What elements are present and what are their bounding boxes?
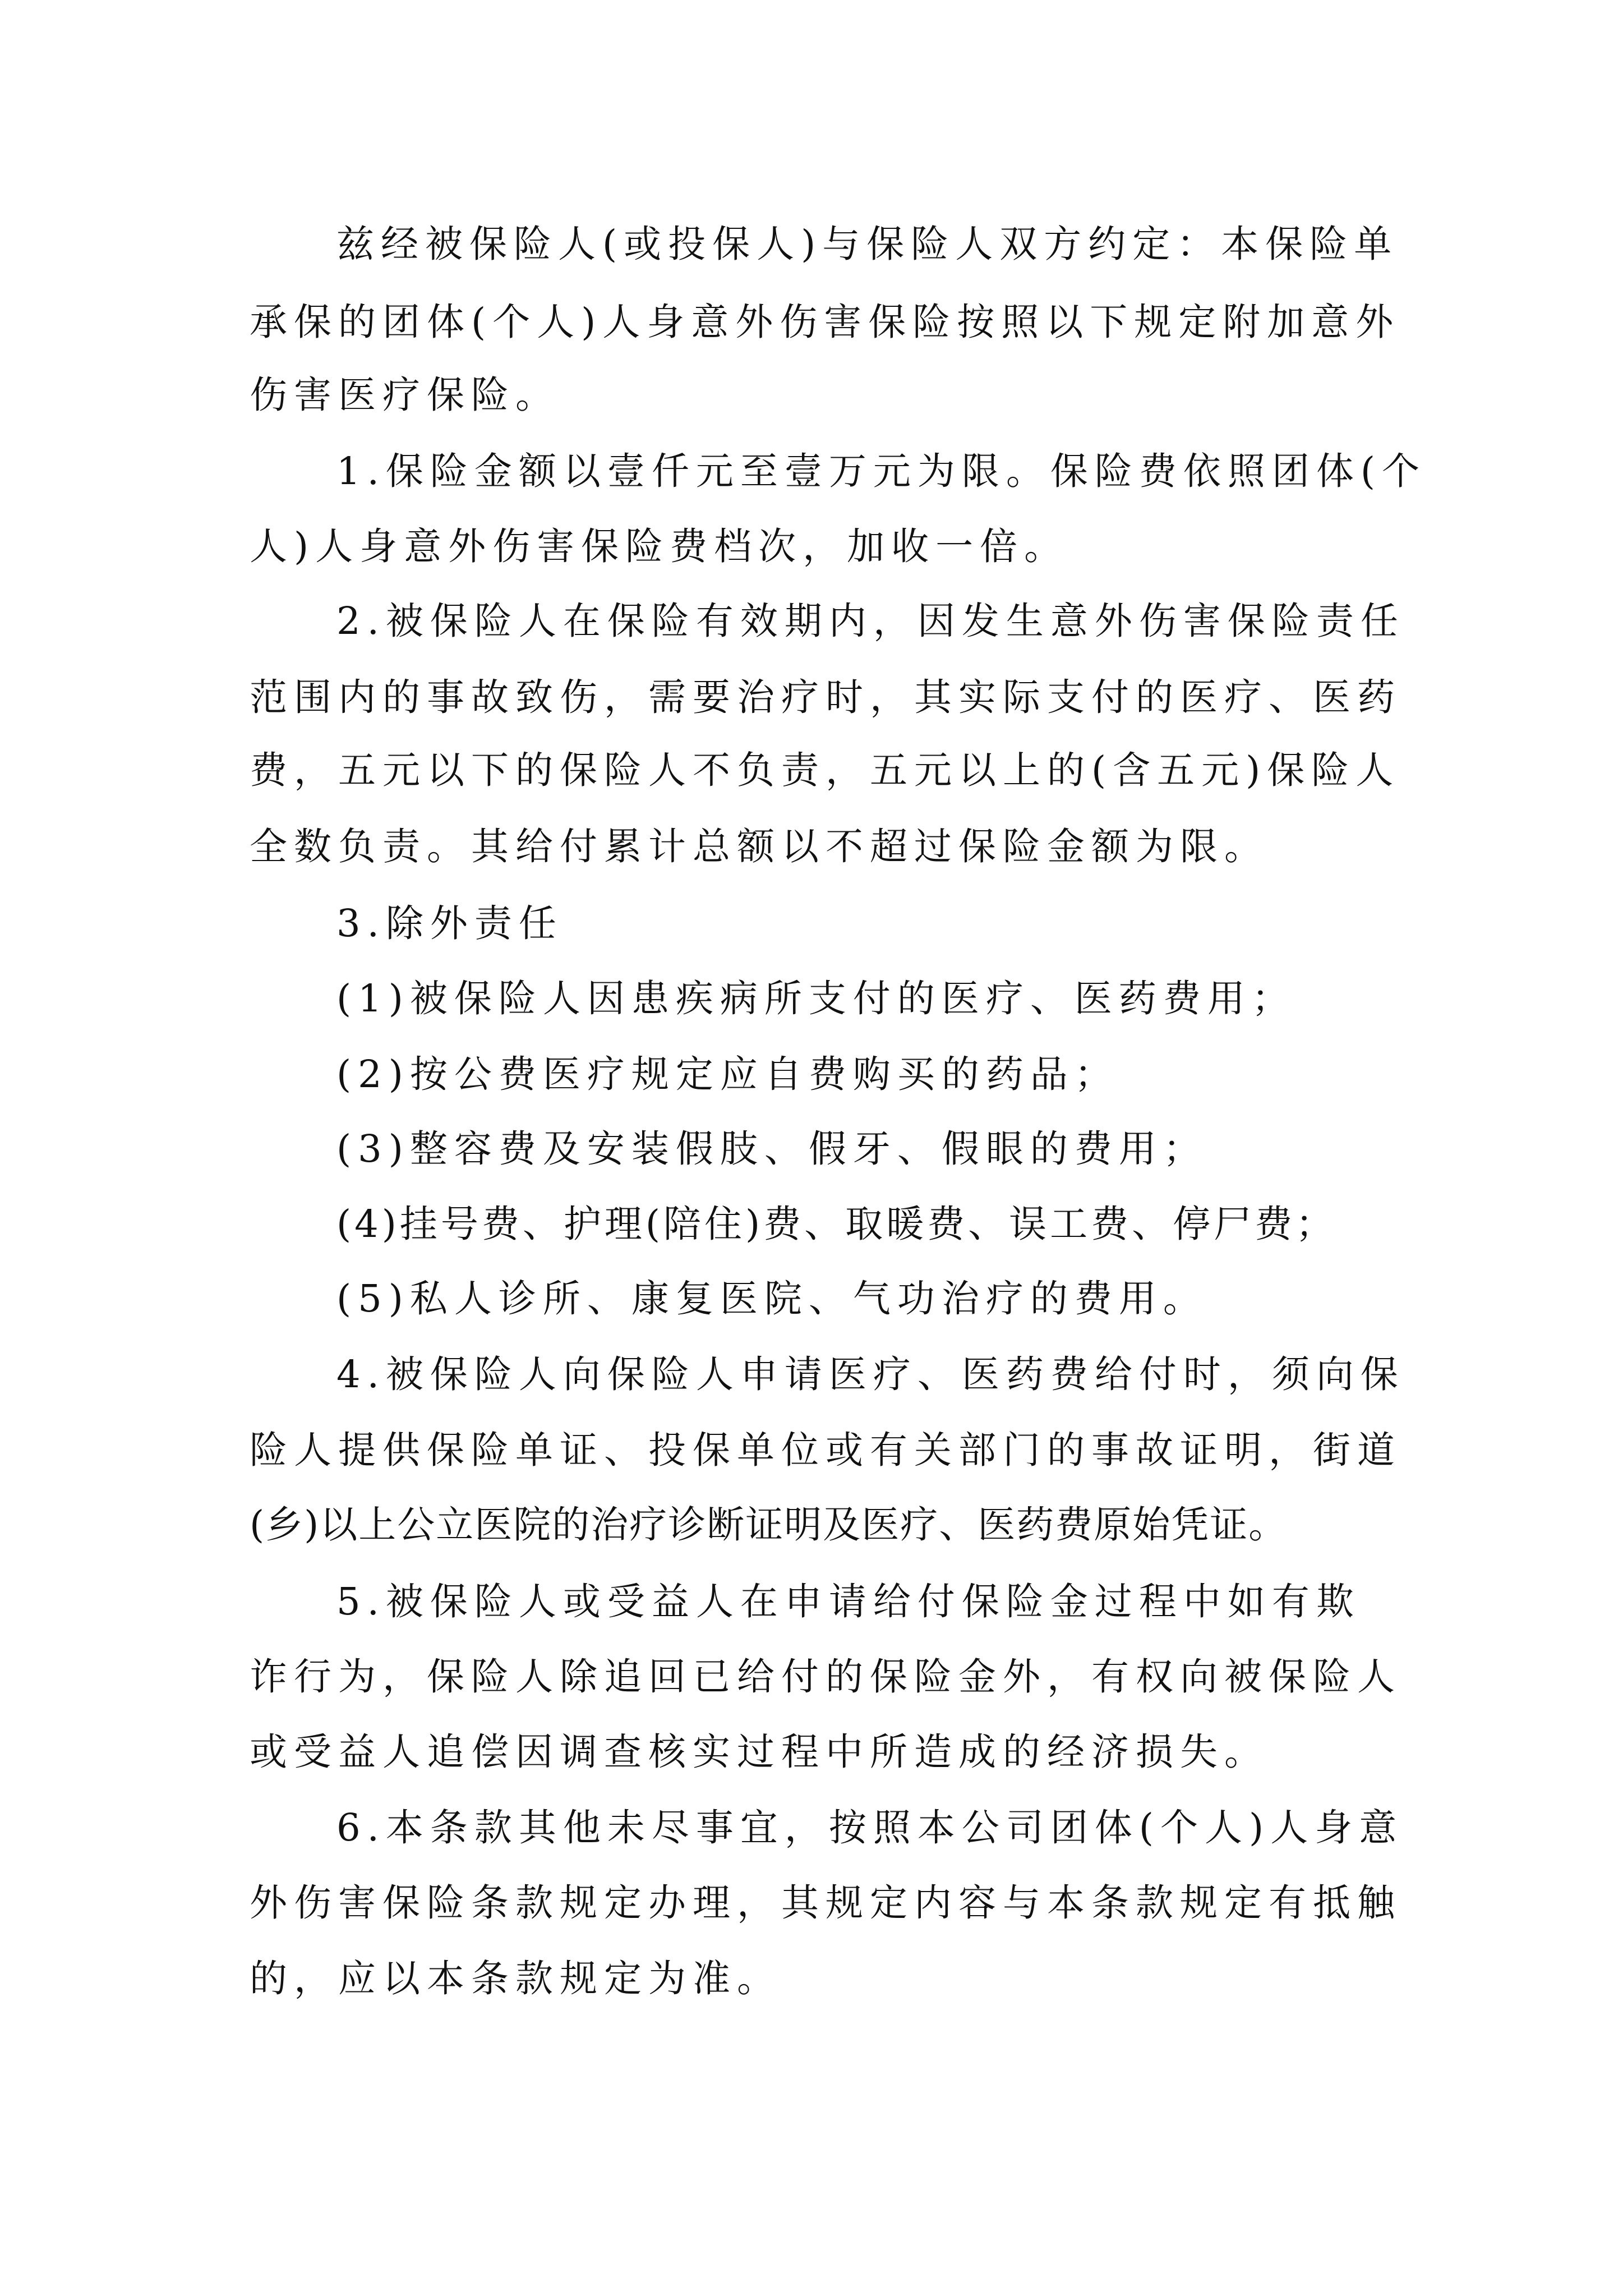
paragraph-intro-line-2: 承保的团体(个人)人身意外伤害保险按照以下规定附加意外 (250, 300, 1400, 344)
exclusion-item-1: (1)被保险人因患疾病所支付的医疗、医药费用； (336, 977, 1296, 1020)
exclusion-item-3: (3)整容费及安装假肢、假牙、假眼的费用； (336, 1127, 1207, 1171)
clause-1-line-2: 人)人身意外伤害保险费档次，加收一倍。 (250, 524, 1069, 568)
clause-5-line-2: 诈行为，保险人除追回已给付的保险金外，有权向被保险人 (250, 1655, 1401, 1699)
clause-6-line-3: 的，应以本条款规定为准。 (250, 1957, 781, 2000)
clause-2-line-1: 2.被保险人在保险有效期内，因发生意外伤害保险责任 (336, 599, 1405, 643)
clause-3-heading: 3.除外责任 (336, 901, 563, 945)
exclusion-item-2: (2)按公费医疗规定应自费购买的药品； (336, 1052, 1119, 1096)
clause-4-line-3: (乡)以上公立医院的治疗诊断证明及医疗、医药费原始凭证。 (250, 1503, 1288, 1547)
clause-2-line-3: 费，五元以下的保险人不负责，五元以上的(含五元)保险人 (250, 748, 1400, 792)
clause-6-line-2: 外伤害保险条款规定办理，其规定内容与本条款规定有抵触 (250, 1881, 1401, 1925)
exclusion-item-4: (4)挂号费、护理(陪住)费、取暖费、误工费、停尸费； (336, 1202, 1337, 1246)
clause-5-line-3: 或受益人追偿因调查核实过程中所造成的经济损失。 (250, 1730, 1269, 1774)
clause-2-line-4: 全数负责。其给付累计总额以不超过保险金额为限。 (250, 825, 1269, 868)
clause-2-line-2: 范围内的事故致伤，需要治疗时，其实际支付的医疗、医药 (250, 675, 1401, 719)
exclusion-item-5: (5)私人诊所、康复医院、气功治疗的费用。 (336, 1277, 1207, 1320)
paragraph-intro-line-3: 伤害医疗保险。 (250, 373, 560, 417)
paragraph-intro-line-1: 兹经被保险人(或投保人)与保险人双方约定：本保险单 (336, 222, 1399, 266)
clause-4-line-2: 险人提供保险单证、投保单位或有关部门的事故证明，街道 (250, 1428, 1401, 1472)
clause-1-line-1: 1.保险金额以壹仟元至壹万元为限。保险费依照团体(个 (336, 449, 1427, 493)
clause-6-line-1: 6.本条款其他未尽事宜，按照本公司团体(个人)人身意 (336, 1806, 1404, 1849)
clause-5-line-1: 5.被保险人或受益人在申请给付保险金过程中如有欺 (336, 1580, 1361, 1623)
clause-4-line-1: 4.被保险人向保险人申请医疗、医药费给付时，须向保 (336, 1352, 1405, 1396)
